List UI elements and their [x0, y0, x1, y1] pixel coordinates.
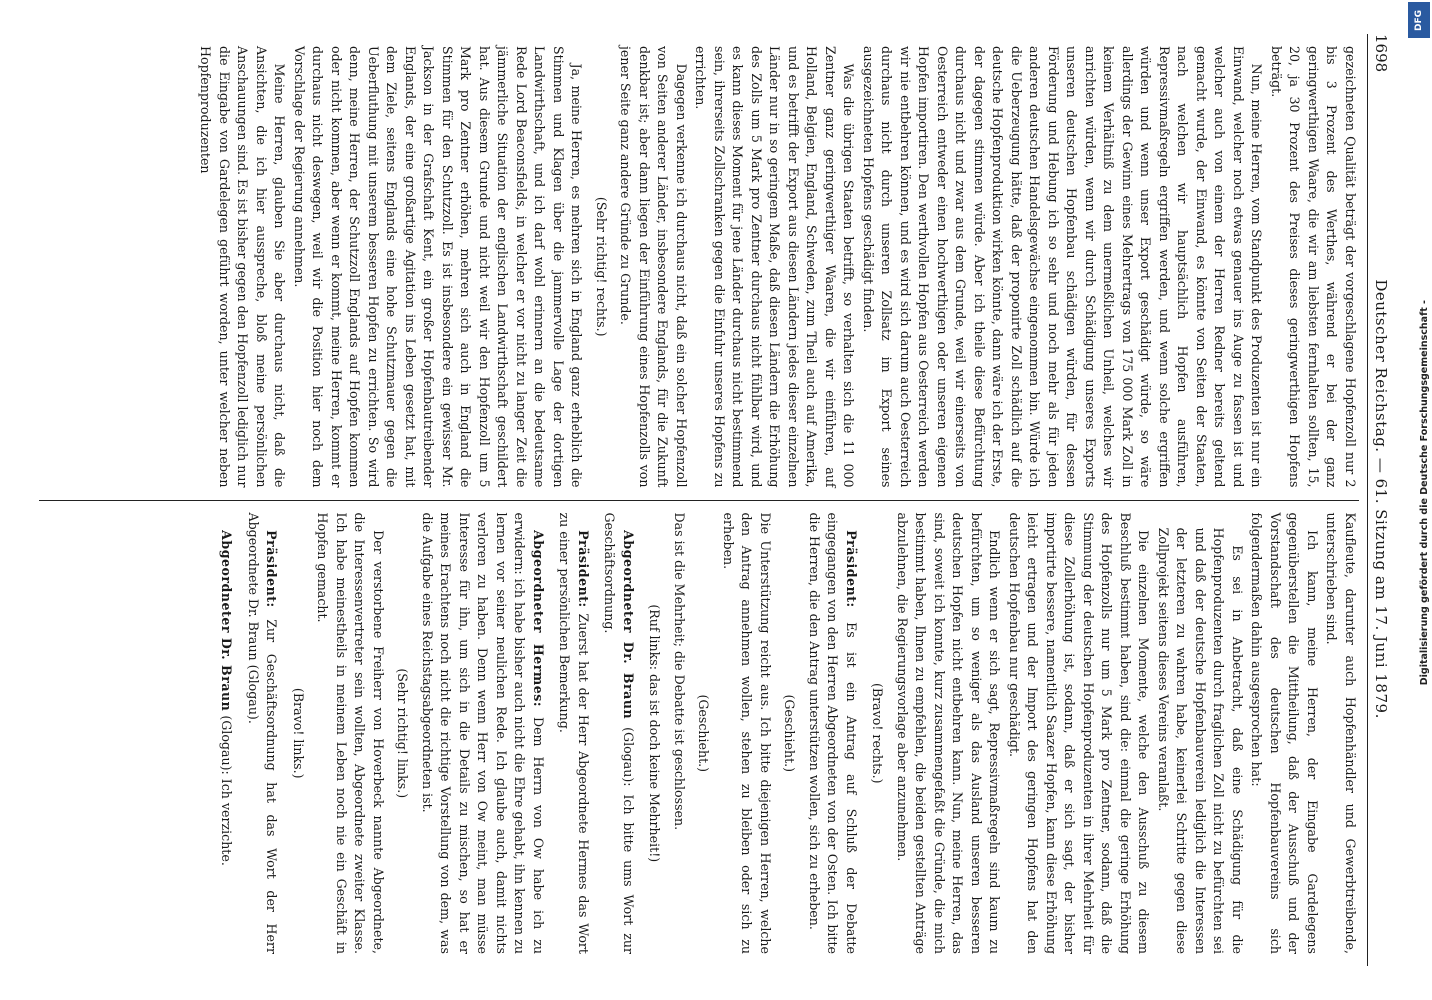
text-columns	[39, 34, 1359, 966]
speaker-label: Abgeordneter Hermes:	[531, 530, 546, 707]
paragraph: Meine Herren, glauben Sie aber durchaus nicht, daß die Ansichten, die ich hier ausspreche, bloß meine persönlichen Anschauungen sind. Es ist bisher gegen den Hopfenzoll lediglich nur die Eingabe von Gardelegen geführt worden, unter welcher neben Hopfenproduzenten	[198, 46, 288, 488]
speaker-label: Präsident:	[576, 530, 591, 608]
page-title: Deutscher Reichstag. — 61. Sitzung am 17. Juni 1879.	[1372, 279, 1390, 719]
interjection: (Sehr richtig! rechts.)	[594, 196, 609, 337]
interjection: (Ruf links: das ist doch keine Mehrheit!)	[647, 604, 663, 863]
document-page	[0, 10, 1410, 990]
interjection: (Bravo! links.)	[291, 687, 306, 779]
interjection: (Geschieht.)	[696, 694, 712, 773]
page-number: 1698	[1372, 34, 1390, 73]
paragraph: Präsident: Zur Geschäftsordnung hat das Wort der Herr Abgeordnete Dr. Braun (Glogau).	[246, 512, 280, 954]
left-column	[39, 34, 1359, 500]
paragraph: Kaufleute, darunter auch Hopfenhändler und Gewerbtreibende, unterschrieben sind.	[1324, 512, 1358, 954]
paragraph: Endlich wenn er sich sagt, Repressivmaßregeln sind kaum zu befürchten, um so weniger als das Ausland unseren besseren deutschen Hopfen nicht entbehren kann. Nun, meine Herren, das sind, soweit ich konnte, kurz zusammengefaßt die Gründe, die mich bestimmt haben, Ihnen zu empfehlen, die beiden gestellten Anträge abzulehnen, die Regierungsvorlage aber anzunehmen.	[895, 512, 1003, 954]
paragraph: Das ist die Mehrheit; die Debatte ist geschlossen.	[672, 512, 687, 831]
paragraph: Der verstorbene Freiherr von Hoverbeck nannte Abgeordnete, die Interessenvertreter sein wollten, Abgeordnete zweiter Klasse. Ich habe meinestheils in meinem Leben noch nie ein Geschäft in Hopfen gemacht.	[315, 512, 386, 954]
speaker-label: Präsident:	[264, 530, 280, 608]
interjection: (Bravo! rechts.)	[870, 682, 886, 784]
speaker-label: Abgeordneter Dr. Braun	[621, 530, 636, 720]
paragraph: Präsident: Zuerst hat der Herr Abgeordnete Hermes das Wort zu einer persönlichen Bemerkung.	[557, 512, 591, 954]
paragraph: Die einzelnen Momente, welche den Ausschuß zu diesem Beschluß bestimmt haben, sind die: einmal die geringe Erhöhung des Hopfenzolls nur um 5 Mark pro Zentner, sodann, daß die Stimmung der deutschen Hopfenproduzenten in ihrer Mehrheit für diese Zollerhöhung ist, sodann, daß er sich sagt, der bisher importirte bessere, namentlich Saazer Hopfen, kann diese Erhöhung leicht ertragen und der Import des geringen Hopfens hat den deutschen Hopfenbau nur geschädigt.	[1007, 512, 1152, 954]
digitization-note: Digitalisierung gefördert durch die Deutsche Forschungsgemeinschaft -	[1419, 300, 1430, 686]
interjection: (Geschieht.)	[782, 694, 798, 773]
paragraph: Abgeordneter Dr. Braun (Glogau): Ich verzichte.	[219, 530, 235, 866]
paragraph: Präsident: Es ist ein Antrag auf Schluß der Debatte eingegangen von den Herren Abgeordneten von der Osten. Ich bitte die Herren, die den Antrag unterstützen wollen, sich zu erheben.	[807, 512, 859, 955]
paragraph: Ja, meine Herren, es mehren sich in England ganz erheblich die Stimmen und Klagen über die jammervolle Lage der dortigen Landwirthschaft, und ich darf wohl erinnern an die bedeutsame Rede Lord Beaconsfields, in welcher er vor nicht zu langer Zeit die jämmerliche Situation der englischen Landwirthschaft geschildert hat. Aus diesem Grunde und nicht weil wir den Hopfenzoll um 5 Mark pro Zentner erhöhen, mehren sich auch in England die Stimmen für den Schutzzoll. Es ist insbesondere ein gewisser Mr. Jackson in der Grafschaft Kent, ein großer Hopfenbautreibender Englands, der eine großartige Agitation ins Leben gesetzt hat, mit dem Ziele, seitens Englands eine hohe Schutzmauer gegen die Ueberfluthung mit unserem besseren Hopfen zu errichten. So wird denn, meine Herren, der Schutzzoll Englands auf Hopfen kommen oder nicht kommen, aber wenn er kommt, meine Herren, kommt er durchaus nicht deswegen, weil wir die Position hier noch dem Vorschlage der Regierung annehmen.	[292, 46, 585, 488]
page-header	[1367, 34, 1390, 966]
right-column	[39, 500, 1359, 967]
dfg-logo: DFG	[1408, 2, 1430, 38]
paragraph: Nun, meine Herren, vom Standpunkt des Produzenten ist nur ein Einwand, welcher noch etwas genauer ins Auge zu fassen ist und welcher auch von einem der Herren Redner bereits geltend gemacht wurde, der Einwand, es könnte von Seiten der Staaten, nach welchen wir hauptsächlich Hopfen ausführen, Repressivmaßregeln ergriffen werden, und wenn solche ergriffen würden und wenn unser Export geschädigt würde, so wäre allerdings der Gewinn eines Mehrertrags von 175 000 Mark Zoll in keinem Verhältniß zu dem unermeßlichen Unheil, welches wir anrichten würden, wenn wir durch Schädigung unseres Exports unseren deutschen Hopfenbau schädigen würden, für dessen Förderung und Hebung ich so sehr und noch mehr als für jeden anderen deutschen Handelsgewächse eingenommen bin. Würde ich die Ueberzeugung hätte, daß der proponirte Zoll schädlich auf die deutsche Hopfenproduktion wirken könnte, dann wäre ich der Erste, der dagegen stimmen würde. Aber ich theile diese Befürchtung durchaus nicht und zwar aus dem Grunde, weil wir einerseits von Oesterreich entweder einen hochwerthigen oder unseren eigenen Hopfen importiren. Den werthvollen Hopfen aus Oesterreich werden wir nie entbehren können, und es wird sich darum auch Oesterreich durchaus nicht durch unseren Zollsatz im Export seines ausgezeichneten Hopfens geschädigt finden.	[861, 46, 1265, 488]
paragraph: Dagegen verkenne ich durchaus nicht, daß ein solcher Hopfenzoll von Seiten anderer Länder, insbesondere Englands, für die Zukunft denkbar ist; aber dann liegen der Einführung eines Hopfenzolls von jener Seite ganz andere Gründe zu Grunde.	[618, 46, 689, 488]
paragraph: Abgeordneter Hermes: Dem Herrn von Ow habe ich zu erwidern: ich habe bisher auch nicht die Ehre gehabt, ihn kennen zu lernen vor seiner neulichen Rede. Ich glaube auch, damit nichts verloren zu haben. Denn wenn Herr von Ow meint, man müsse Interesse für ihn, um sich in die Details zu mischen, so hat er meines Erachtens noch nicht die richtige Vorstellung von dem, was die Aufgabe eines Reichstagsabgeordneten ist.	[420, 512, 546, 954]
speaker-label: Präsident:	[844, 530, 859, 608]
paragraph: Abgeordneter Dr. Braun (Glogau): Ich bitte ums Wort zur Geschäftsordnung.	[602, 512, 636, 954]
speaker-label: Abgeordneter Dr. Braun	[219, 530, 235, 712]
paragraph: Die Unterstützung reicht aus. Ich bitte diejenigen Herren, welche den Antrag annehmen wollen, stehen zu bleiben oder sich zu erheben.	[721, 512, 773, 954]
quote-paragraph: Es sei in Anbetracht, daß eine Schädigung für die Hopfenproduzenten durch fraglichen Zoll nicht zu befürchten sei und daß der deutsche Hopfenbauverein lediglich die Interessen der letzteren zu wahren habe, keinerlei Schritte gegen diese Zollprojekt seitens dieses Vereins veranlaßt.	[1156, 527, 1245, 954]
paragraph: gezeichneten Qualität beträgt der vorgeschlagene Hopfenzoll nur 2 bis 3 Prozent des Werthes, während er bei der ganz geringwerthigen Waare, die wir am liebsten fernhalten sollten, 15, 20, ja 30 Prozent des Preises dieses geringwerthigen Hopfens beträgt.	[1269, 46, 1358, 488]
interjection: (Sehr richtig! links.)	[395, 668, 411, 799]
paragraph: Was die übrigen Staaten betrifft, so verhalten sich die 11 000 Zentner ganz geringwerthiger Waaren, die wir einführen, auf Holland, Belgien, England, Schweden, zum Theil auch auf Amerika, und es betrifft der Export aus diesen Ländern jedes dieser einzelnen Länder nur in so geringem Maße, daß diesen Ländern die Erhöhung des Zolls um 5 Mark pro Zentner durchaus nicht fühlbar wird, und es kann dieses Moment für jene Länder durchaus nicht bestimmend sein, ihrerseits Zollschranken gegen die Einfuhr unseres Hopfens zu errichten.	[693, 46, 857, 488]
paragraph: Ich kann, meine Herren, der Eingabe Gardelegens gegenüberstellen die Mittheilung, daß der Ausschuß und der Vorstandschaft des deutschen Hopfenbauvereins sich folgendermaßen dahin ausgesprochen hat:	[1249, 512, 1320, 954]
